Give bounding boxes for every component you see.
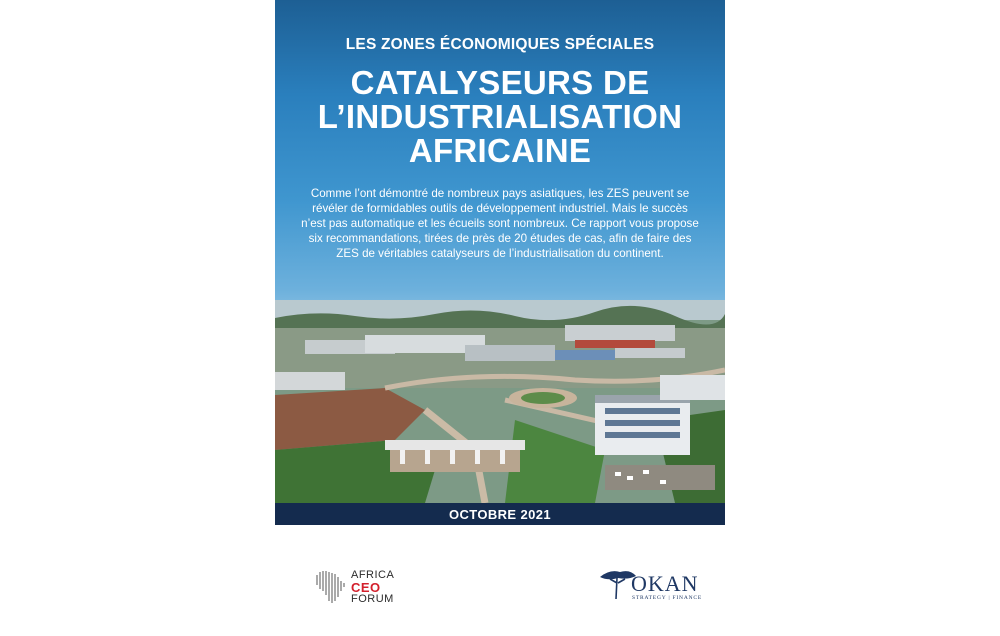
cover-title [275, 66, 725, 168]
logo-line-ceo: CEO [351, 579, 381, 595]
cover-title-line: CATALYSEURS DE [350, 64, 650, 101]
cover-title-line: L’INDUSTRIALISATION [317, 98, 683, 135]
logo-line-africa: AFRICA [351, 568, 395, 581]
africa-ceo-forum-logo [313, 567, 403, 607]
africa-ceo-forum-wordmark [351, 570, 394, 605]
report-cover [275, 0, 725, 525]
okan-name: OKAN [631, 571, 699, 596]
date-band [275, 503, 725, 525]
industrial-zone-photo [275, 300, 725, 503]
report-date: OCTOBRE 2021 [448, 506, 552, 522]
okan-logo [598, 565, 703, 607]
okan-tagline: STRATEGY | FINANCE [632, 595, 702, 601]
cover-kicker: LES ZONES ÉCONOMIQUES SPÉCIALES [345, 36, 655, 53]
cover-intro: Comme l’ont démontré de nombreux pays asiatiques, les ZES peuvent se révéler de formidables outils de développement industriel. Mais le succès n’est pas automatique et les écueils sont nombreux. Ce rapport vous propose six recommandations, tirées de près de 20 études de cas, afin de faire des ZES de véritables catalyseurs de l’industrialisation du continent. [301, 187, 699, 260]
africa-map-icon [313, 569, 347, 605]
cover-title-line: AFRICAINE [408, 132, 592, 169]
logo-line-forum: FORUM [351, 592, 394, 605]
